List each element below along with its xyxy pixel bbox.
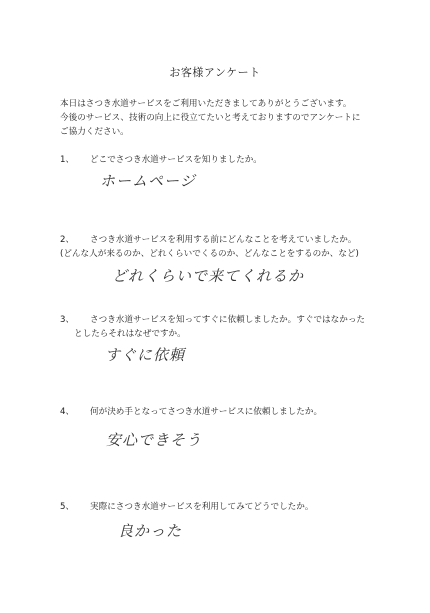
question-subtext: (どんな人が来るのか、どれくらいでくるのか、どんなことをするのか、など)	[60, 249, 359, 259]
answer-2: どれくらいで来てくれるか	[112, 267, 305, 285]
intro-line: ご協力ください。	[60, 127, 129, 137]
question-text: さつき水道サービスを知ってすぐに依頼しましたか。すぐではなかった	[90, 315, 366, 325]
page-title: お客様アンケート	[169, 66, 261, 79]
question-text: どこでさつき水道サービスを知りましたか。	[90, 155, 262, 165]
answer-3: すぐに依頼	[105, 346, 186, 364]
question-number: 5、	[60, 502, 75, 512]
intro-text	[60, 97, 400, 139]
intro-line: 本日はさつき水道サービスをご利用いただきましてありがとうございます。	[60, 99, 352, 109]
question-subtext: としたらそれはなぜですか。	[74, 329, 186, 339]
question-number: 2、	[60, 235, 75, 245]
intro-line: 今後のサービス、技術の向上に役立てたいと考えておりますのでアンケートに	[60, 113, 361, 123]
answer-4: 安心できそう	[106, 431, 203, 449]
answer-5: 良かった	[118, 522, 183, 540]
question-number: 1、	[60, 155, 75, 165]
question-text: 実際にさつき水道サービスを利用してみてどうでしたか。	[90, 502, 314, 512]
question-text: さつき水道サービスを利用する前にどんなことを考えていましたか。	[90, 235, 357, 245]
answer-1: ホームページ	[100, 172, 196, 190]
question-text: 何が決め手となってさつき水道サービスに依頼しましたか。	[90, 407, 323, 417]
question-number: 3、	[60, 315, 75, 325]
question-number: 4、	[60, 407, 75, 417]
